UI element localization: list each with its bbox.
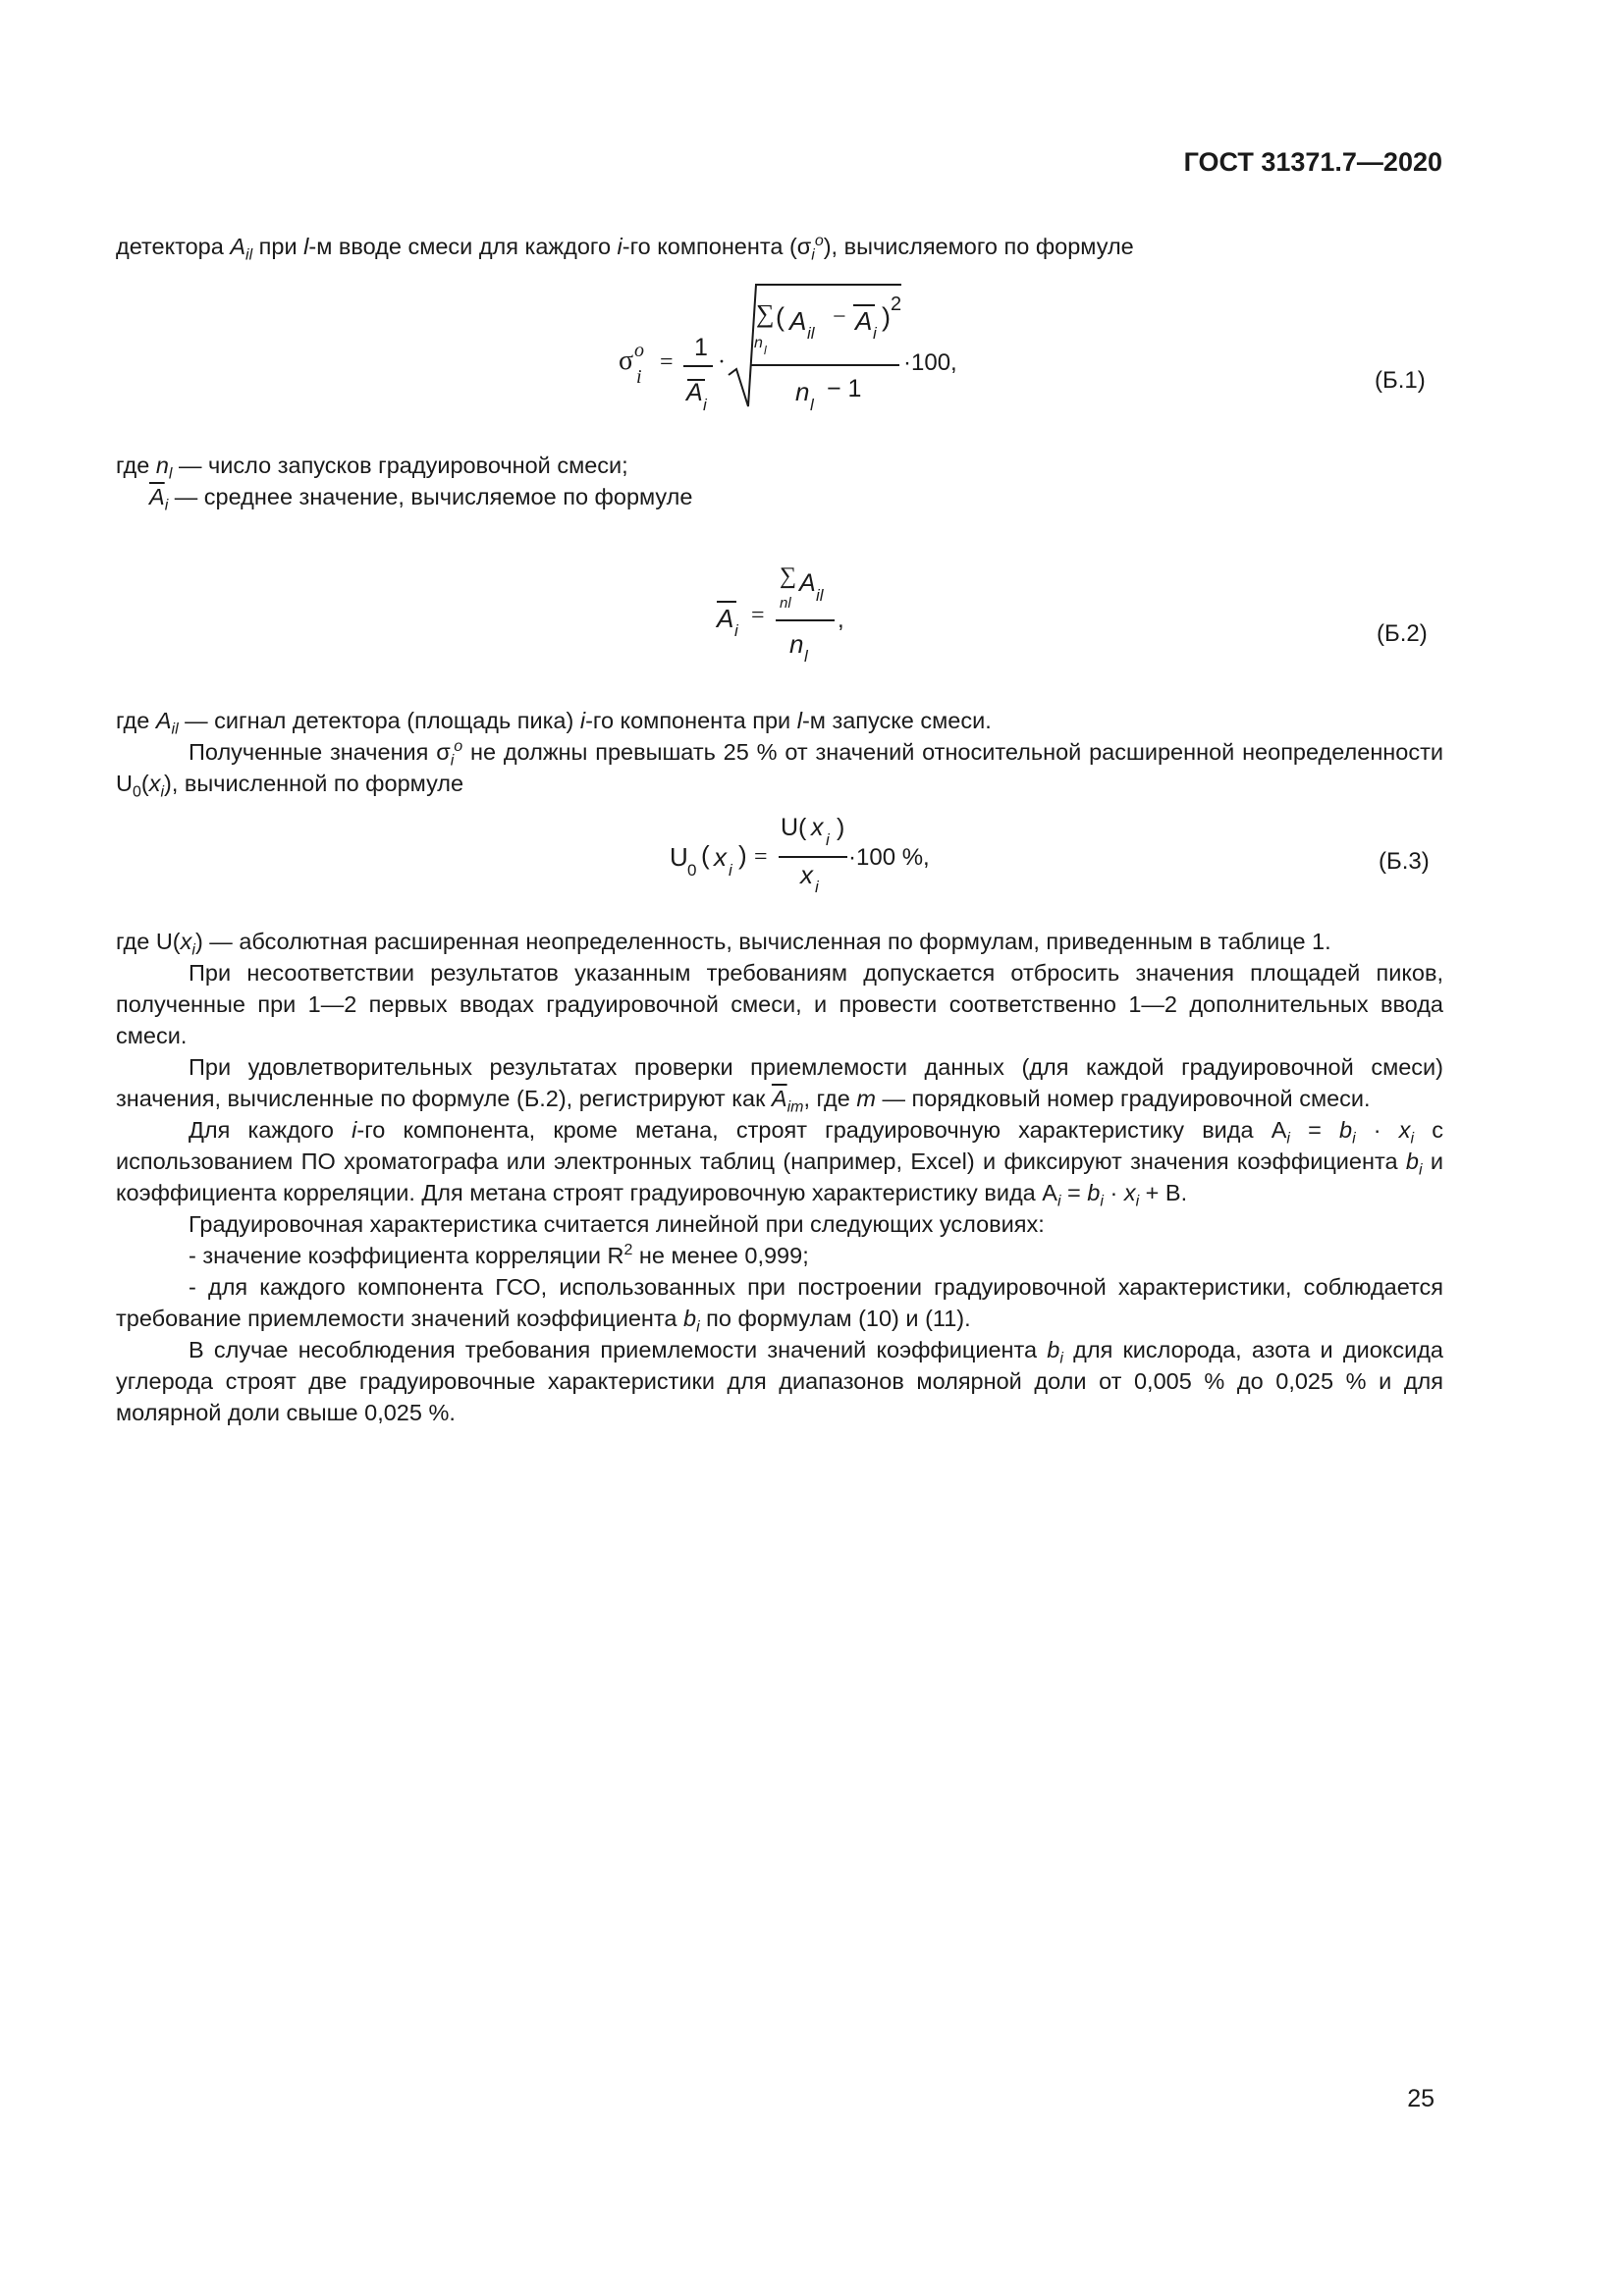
paragraph-sigma-limit: Полученные значения $\sigma_i^o$ не должны превышать 25 % от значений относительной расширенной неопределенности $U_0(x_i)$, вычисленной по формуле: [116, 738, 1443, 801]
equation-number: (Б.2): [1377, 620, 1428, 647]
paragraph-nonconformity: При несоответствии результатов указанным требованиям допускается отбросить значения площадей пиков, полученные при 1—2 первых вводах градуировочной смеси, и провести соответственно 1—2 дополнительных ввода смеси.: [116, 960, 1443, 1048]
intro-paragraph: детектора $A_{il}$ при l-м вводе смеси для каждого i-го компонента $(\sigma_i^o)$, вычисляемого по формуле: [116, 233, 1134, 264]
paragraph-linearity: Градуировочная характеристика считается линейной при следующих условиях:: [189, 1211, 1045, 1237]
list-item-gso: - для каждого компонента ГСО, использованных при построении градуировочной характеристики, соблюдается требование приемлемости значений коэффициента $b_i$ по формулам (10) и (11).: [116, 1274, 1443, 1336]
square-root-sign: [727, 281, 903, 412]
equation-number: (Б.3): [1379, 848, 1430, 875]
where-line-ail: где $A_{il}$ — сигнал детектора (площадь пика) i-го компонента при l-м запуске смеси.: [116, 708, 992, 738]
equation-number: (Б.1): [1375, 367, 1426, 394]
page-number: 25: [1407, 2085, 1435, 2112]
where-line-abar: $\overline{A}_i$ — среднее значение, вычисляемое по формуле: [149, 484, 693, 514]
paragraph-acceptability: При удовлетворительных результатах проверки приемлемости данных (для каждой градуировочной смеси) значения, вычисленные по формуле (Б.2), регистрируют как $\overline{A}_{im}$, где m — порядковый номер градуировочной смеси.: [116, 1054, 1443, 1116]
where-line-ux: где $U(x_i)$ — абсолютная расширенная неопределенность, вычисленная по формулам, приведенным в таблице 1.: [116, 929, 1331, 959]
document-code: ГОСТ 31371.7—2020: [1183, 147, 1442, 177]
paragraph-two-ranges: В случае несоблюдения требования приемлемости значений коэффициента $b_i$ для кислорода, азота и диоксида углерода строят две градуировочные характеристики для диапазонов молярной доли от 0,005 % до 0,025 % и для молярной доли свыше 0,025 %.: [116, 1337, 1443, 1425]
paragraph-calibration: Для каждого i-го компонента, кроме метана, строят градуировочную характеристику вида $A_i = b_i \cdot x_i$ с использованием ПО хроматографа или электронных таблиц (например, Excel) и фиксируют значения коэффициента $b_i$ и коэффициента корреляции. Для метана строят градуировочную характеристику вида $A_i = b_i \cdot x_i + B$.: [116, 1117, 1443, 1210]
where-line-nl: где $n_l$ — число запусков градуировочной смеси;: [116, 453, 628, 483]
list-item-correlation: - значение коэффициента корреляции $R^2$ не менее 0,999;: [189, 1242, 809, 1268]
